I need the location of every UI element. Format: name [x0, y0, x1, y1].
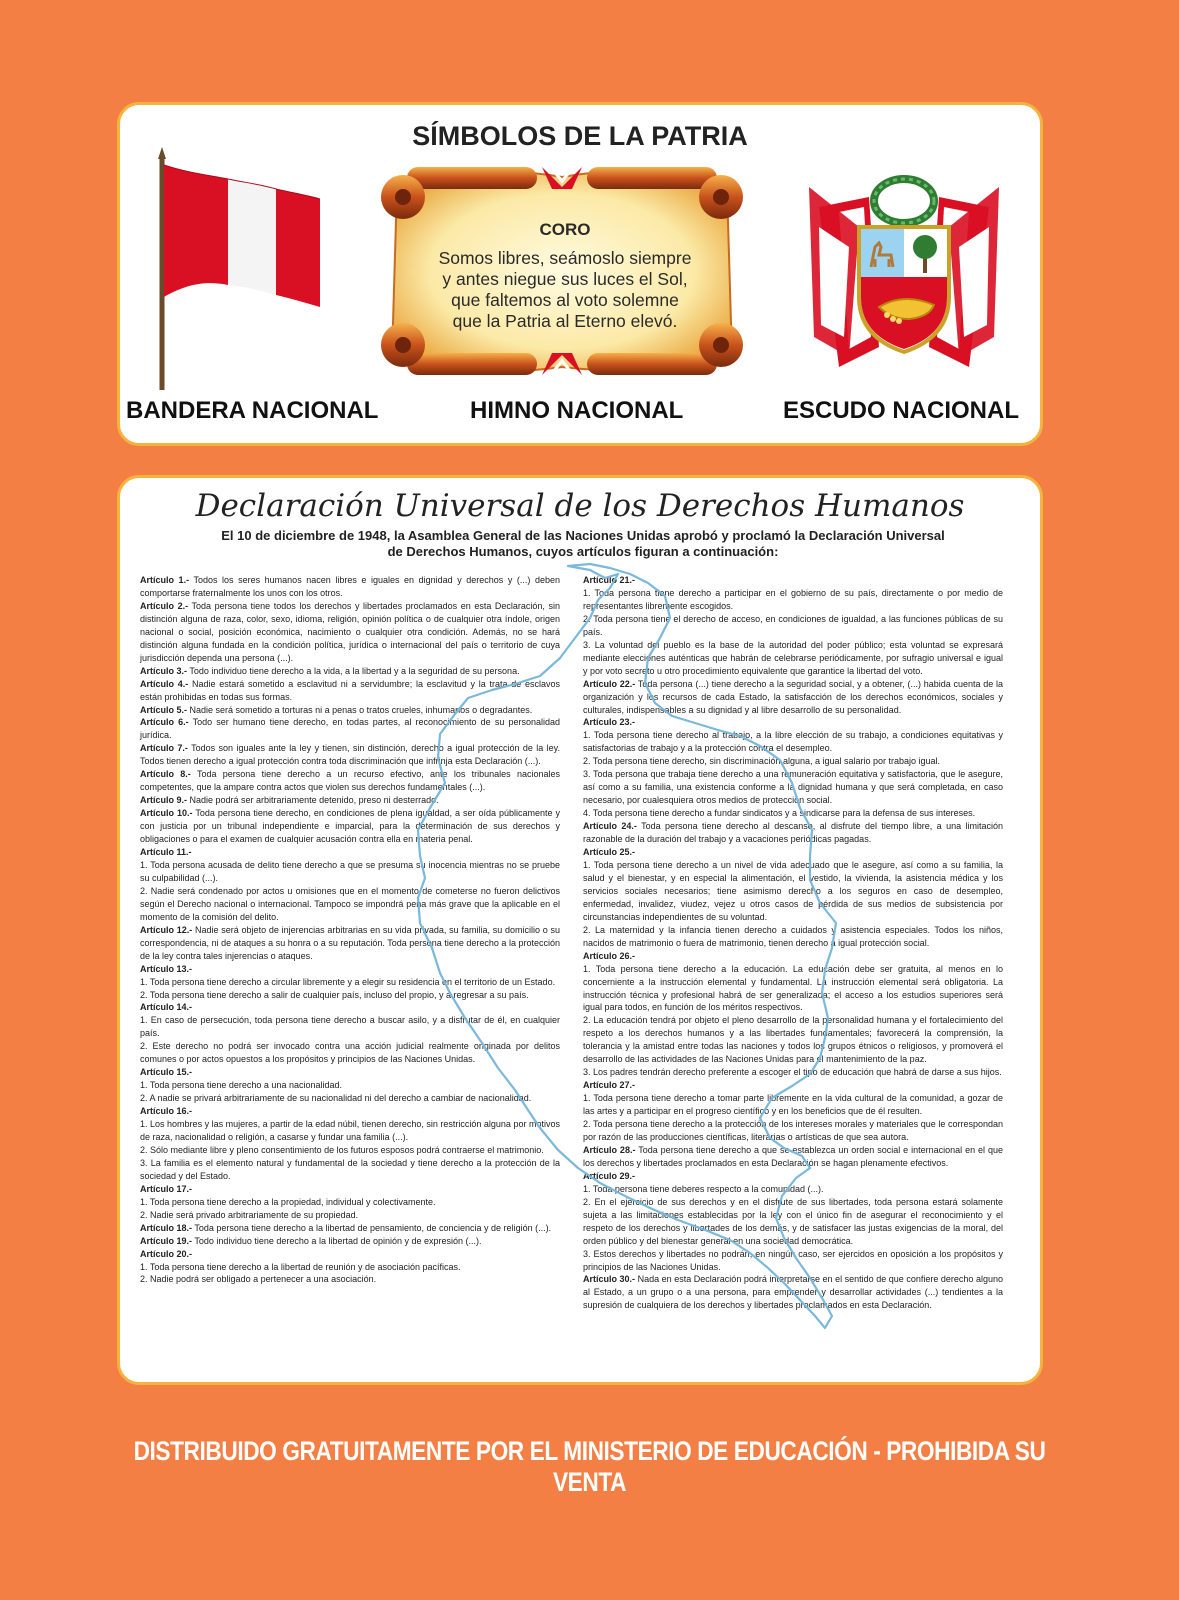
chorus-title: CORO: [539, 220, 591, 239]
article-text: Toda persona tiene derecho a que se establezca un orden social e internacional en el que los derechos y libertades proclamados en esta Declaración se hagan plenamente efectivos.: [583, 1144, 1003, 1168]
chorus-line: Somos libres, seámoslo siempre: [438, 248, 692, 268]
article-text: Todo individuo tiene derecho a la libertad de opinión y de expresión (...).: [192, 1235, 482, 1246]
article-paragraph: [140, 1183, 560, 1196]
article-text: 2. Este derecho no podrá ser invocado contra una acción judicial realmente originada por delitos comunes o por actos opuestos a los propósitos y principios de las Naciones Unidas.: [140, 1041, 560, 1065]
article-paragraph: [140, 963, 560, 976]
article-paragraph: [583, 1144, 1003, 1170]
article-text: Toda persona tiene derecho al descanso, al disfrute del tiempo libre, a una limitación razonable de la duración del trabajo y a vacaciones periódicas pagadas.: [583, 821, 1003, 845]
article-text: 2. Toda persona tiene el derecho de acceso, en condiciones de igualdad, a las funciones públicas de su país.: [583, 613, 1003, 637]
article-heading: Artículo 7.-: [140, 743, 188, 754]
article-text: 1. Toda persona acusada de delito tiene derecho a que se presuma su inocencia mientras no se pruebe su culpabilidad (...).: [140, 859, 560, 883]
article-heading: Artículo 13.-: [140, 963, 193, 974]
article-paragraph: [583, 1014, 1003, 1066]
article-text: 3. La familia es el elemento natural y fundamental de la sociedad y tiene derecho a la protección de la sociedad y del Estado.: [140, 1157, 560, 1181]
article-text: 1. Toda persona tiene derecho a la propiedad, individual y colectivamente.: [140, 1196, 436, 1207]
article-paragraph: [583, 574, 1003, 587]
peru-flag-icon: [148, 145, 328, 395]
article-text: 1. Toda persona tiene derecho a la educación. La educación debe ser gratuita, al menos en lo concerniente a la instrucción elemental y fundamental. La instrucción elemental será obligatoria. La instrucción técnica y profesional habrá de ser generalizada; el acceso a los estudios superiores será igual para todos, en función de los méritos respectivos.: [583, 963, 1003, 1013]
anthem-chorus: [415, 220, 715, 332]
articles-left-column: [140, 574, 560, 1286]
chorus-line: que faltemos al voto solemne: [451, 290, 679, 310]
article-heading: Artículo 28.-: [583, 1144, 636, 1155]
article-heading: Artículo 19.-: [140, 1235, 193, 1246]
article-heading: Artículo 4.-: [140, 678, 189, 689]
article-text: 1. Toda persona tiene derecho a participar en el gobierno de su país, directamente o por medio de representantes libremente escogidos.: [583, 587, 1003, 611]
article-paragraph: [583, 1170, 1003, 1183]
article-text: 1. Toda persona tiene derecho al trabajo, a la libre elección de su trabajo, a condiciones equitativas y satisfactorias de trabajo y a la protección contra el desempleo.: [583, 730, 1003, 754]
article-heading: Artículo 11.-: [140, 847, 192, 858]
article-text: Nadie estará sometido a esclavitud ni a servidumbre; la esclavitud y la trata de esclavos están prohibidas en todas sus formas.: [140, 678, 560, 702]
article-text: 2. La educación tendrá por objeto el pleno desarrollo de la personalidad humana y el fortalecimiento del respeto a los derechos humanos y a las libertades fundamentales; favorecerá la comprensión, la tolerancia y la amistad entre todas las naciones y todos los grupos étnicos o religiosos, y promoverá el desarrollo de las actividades de las Naciones Unidas para el mantenimiento de la paz.: [583, 1015, 1003, 1065]
article-paragraph: [140, 989, 560, 1002]
article-paragraph: [583, 678, 1003, 717]
escudo-label: ESCUDO NACIONAL: [783, 397, 1020, 424]
article-heading: Artículo 2.-: [140, 600, 189, 611]
article-heading: Artículo 14.-: [140, 1002, 193, 1013]
article-paragraph: [140, 1118, 560, 1144]
intro-line: El 10 de diciembre de 1948, la Asamblea General de las Naciones Unidas aprobó y proclamó la Declaración Universal: [221, 528, 945, 543]
article-text: 2. Toda persona tiene derecho a la protección de los intereses morales y materiales que le correspondan por razón de las producciones científicas, literarias o artísticas de que sea autora.: [583, 1119, 1003, 1142]
article-text: 2. Toda persona tiene derecho a salir de cualquier país, incluso del propio, y a regresar a su país.: [140, 989, 529, 1000]
intro-line: de Derechos Humanos, cuyos artículos figuran a continuación:: [387, 544, 779, 559]
coat-of-arms-icon: [809, 167, 999, 377]
article-text: Toda persona (...) tiene derecho a la seguridad social, y a obtener, (...) habida cuenta de la organización y los recursos de cada Estado, la satisfacción de los derechos económicos, sociales y culturales, indispensables a su dignidad y al libre desarrollo de su personalidad.: [583, 678, 1003, 715]
article-paragraph: [140, 665, 560, 678]
article-paragraph: [140, 1248, 560, 1261]
article-paragraph: [140, 924, 560, 963]
article-text: 2. Sólo mediante libre y pleno consentimiento de los futuros esposos podrá contraerse el matrimonio.: [140, 1144, 544, 1155]
article-paragraph: [140, 794, 560, 807]
article-paragraph: [583, 716, 1003, 729]
article-paragraph: [583, 1196, 1003, 1248]
article-paragraph: [140, 1144, 560, 1157]
article-heading: Artículo 17.-: [140, 1183, 193, 1194]
article-text: Nadie podrá ser arbitrariamente detenido, preso ni desterrado.: [187, 795, 439, 806]
article-paragraph: [583, 729, 1003, 755]
article-paragraph: [140, 678, 560, 704]
article-text: Toda persona tiene derecho, en condiciones de plena igualdad, a ser oída públicamente y con justicia por un tribunal independiente e imparcial, para la determinación de sus derechos y obligaciones o para el examen de cualquier acusación contra ella en materia penal.: [140, 808, 561, 845]
article-text: 1. En caso de persecución, toda persona tiene derecho a buscar asilo, y a disfrutar de él, en cualquier país.: [140, 1015, 560, 1039]
article-text: 4. Toda persona tiene derecho a fundar sindicatos y a sindicarse para la defensa de sus intereses.: [583, 808, 976, 819]
declaration-intro: [160, 528, 1006, 560]
himno-label: HIMNO NACIONAL: [470, 397, 684, 424]
article-paragraph: [583, 1092, 1003, 1118]
article-text: 1. Toda persona tiene derecho a la libertad de reunión y de asociación pacíficas.: [140, 1261, 461, 1272]
article-paragraph: [583, 820, 1003, 846]
symbols-title: SÍMBOLOS DE LA PATRIA: [412, 121, 748, 151]
article-heading: Artículo 29.-: [583, 1170, 636, 1181]
article-paragraph: [140, 704, 560, 717]
article-paragraph: [583, 950, 1003, 963]
article-paragraph: [583, 1079, 1003, 1092]
article-heading: Artículo 3.-: [140, 665, 188, 676]
article-text: 2. Nadie será condenado por actos u omisiones que en el momento de cometerse no fueron delictivos según el Derecho nacional o internacional. Tampoco se impondrá pena más grave que la aplicable en el momento de la comisión del delito.: [140, 885, 560, 922]
article-paragraph: [140, 1092, 560, 1105]
article-heading: Artículo 21.-: [583, 575, 636, 585]
article-paragraph: [140, 1105, 560, 1118]
article-heading: Artículo 23.-: [583, 717, 636, 728]
article-paragraph: [583, 846, 1003, 859]
declaration-title: Declaración Universal de los Derechos Humanos: [195, 488, 965, 524]
article-text: Nadie será sometido a torturas ni a penas o tratos crueles, inhumanos o degradantes.: [187, 704, 533, 715]
article-text: 3. Estos derechos y libertades no podrán, en ningún caso, ser ejercidos en oposición a los propósitos y principios de las Naciones Unidas.: [583, 1248, 1003, 1272]
article-paragraph: [583, 924, 1003, 950]
article-text: 2. Nadie podrá ser obligado a pertenecer a una asociación.: [140, 1274, 377, 1285]
article-paragraph: [583, 1248, 1003, 1274]
article-paragraph: [583, 963, 1003, 1015]
article-paragraph: [583, 1183, 1003, 1196]
article-text: 1. Toda persona tiene derecho a una nacionalidad.: [140, 1080, 342, 1091]
article-heading: Artículo 30.-: [583, 1274, 636, 1285]
article-paragraph: [140, 574, 560, 600]
article-heading: Artículo 10.-: [140, 808, 193, 819]
article-heading: Artículo 9.-: [140, 795, 188, 806]
article-paragraph: [140, 1079, 560, 1092]
chorus-line: que la Patria al Eterno elevó.: [452, 311, 678, 331]
chorus-line: y antes niegue sus luces el Sol,: [442, 269, 688, 289]
article-text: 1. Los hombres y las mujeres, a partir de la edad núbil, tienen derecho, sin restricción alguna por motivos de raza, nacionalidad o religión, a casarse y fundar una familia (...).: [140, 1119, 560, 1142]
article-paragraph: [140, 846, 560, 859]
article-paragraph: [583, 587, 1003, 613]
article-paragraph: [140, 1196, 560, 1209]
article-paragraph: [140, 600, 560, 665]
article-paragraph: [583, 768, 1003, 807]
article-paragraph: [140, 1157, 560, 1183]
article-paragraph: [140, 1261, 560, 1274]
article-paragraph: [140, 885, 560, 924]
article-paragraph: [583, 859, 1003, 924]
article-heading: Artículo 24.-: [583, 821, 637, 832]
article-heading: Artículo 27.-: [583, 1080, 636, 1091]
article-paragraph: [140, 1209, 560, 1222]
footer-notice: DISTRIBUIDO GRATUITAMENTE POR EL MINISTERIO DE EDUCACIÓN - PROHIBIDA SU VENTA: [133, 1436, 1046, 1497]
article-paragraph: [583, 1066, 1003, 1079]
article-text: 2. Nadie será privado arbitrariamente de su propiedad.: [140, 1209, 359, 1220]
article-paragraph: [140, 768, 560, 794]
article-heading: Artículo 5.-: [140, 704, 188, 715]
article-paragraph: [583, 639, 1003, 678]
article-text: Nadie será objeto de injerencias arbitrarias en su vida privada, su familia, su domicilio o su correspondencia, ni de ataques a su honra o a su reputación. Toda persona tiene derecho a la protección de la ley contra tales injerencias o ataques.: [140, 924, 560, 961]
article-heading: Artículo 8.-: [140, 769, 191, 780]
article-text: 2. La maternidad y la infancia tienen derecho a cuidados y asistencia especiales. Todos los niños, nacidos de matrimonio o fuera de matrimonio, tienen derecho a igual protección social.: [583, 924, 1003, 948]
article-paragraph: [140, 1014, 560, 1040]
article-paragraph: [140, 1040, 560, 1066]
symbols-panel: [117, 102, 1043, 446]
article-paragraph: [140, 1222, 560, 1235]
article-text: Toda persona tiene todos los derechos y libertades proclamados en esta Declaración, sin distinción alguna de raza, color, sexo, idioma, religión, opinión política o de cualquier otra índole, origen nacional o social, posición económica, nacimiento o cualquier otra condición. Además, no se hará distinción alguna fundada en la condición política, jurídica o internacional del país o territorio de cuya jurisdicción dependa una persona (...).: [140, 600, 560, 663]
article-text: Toda persona tiene derecho a la libertad de pensamiento, de conciencia y de religión (...).: [192, 1222, 552, 1233]
article-text: 2. Toda persona tiene derecho, sin discriminación alguna, a igual salario por trabajo igual.: [583, 756, 941, 767]
article-heading: Artículo 25.-: [583, 847, 636, 858]
article-heading: Artículo 1.-: [140, 575, 190, 585]
article-text: 1. Toda persona tiene derecho a circular libremente y a elegir su residencia en el territorio de un Estado.: [140, 976, 556, 987]
article-text: 3. Toda persona que trabaja tiene derecho a una remuneración equitativa y satisfactoria, que le asegure, así como a su familia, una existencia conforme a la dignidad humana y que será completada, en caso necesario, por cualesquiera otros medios de protección social.: [583, 769, 1003, 806]
article-paragraph: [583, 1118, 1003, 1144]
bandera-label: BANDERA NACIONAL: [126, 397, 379, 424]
article-text: Todo individuo tiene derecho a la vida, a la libertad y a la seguridad de su persona.: [187, 665, 520, 676]
article-text: 3. Los padres tendrán derecho preferente a escoger el tipo de educación que habrá de darse a sus hijos.: [583, 1067, 1002, 1078]
article-paragraph: [583, 613, 1003, 639]
article-text: 3. La voluntad del pueblo es la base de la autoridad del poder público; esta voluntad se expresará mediante elecciones auténticas que habrán de celebrarse periódicamente, por sufragio universal e igual y por voto secreto u otro procedimiento equivalente que garantice la libertad del voto.: [583, 639, 1003, 676]
article-paragraph: [140, 716, 560, 742]
articles-right-column: [583, 574, 1003, 1312]
article-heading: Artículo 22.-: [583, 678, 636, 689]
article-heading: Artículo 18.-: [140, 1222, 193, 1233]
article-text: 2. A nadie se privará arbitrariamente de su nacionalidad ni del derecho a cambiar de nacionalidad.: [140, 1093, 532, 1104]
article-heading: Artículo 26.-: [583, 950, 636, 961]
article-heading: Artículo 6.-: [140, 717, 189, 728]
article-text: 1. Toda persona tiene deberes respecto a la comunidad (...).: [583, 1183, 824, 1194]
article-heading: Artículo 20.-: [140, 1248, 193, 1259]
article-paragraph: [583, 807, 1003, 820]
article-paragraph: [583, 1273, 1003, 1312]
article-text: 1. Toda persona tiene derecho a un nivel de vida adecuado que le asegure, así como a su familia, la salud y el bienestar, y en especial la alimentación, el vestido, la vivienda, la asistencia médica y los servicios sociales necesarios; tiene asimismo derecho a los seguros en caso de desempleo, enfermedad, invalidez, viudez, vejez u otros casos de pérdida de sus medios de subsistencia por circunstancias independientes de su voluntad.: [583, 859, 1003, 922]
article-text: Todo ser humano tiene derecho, en todas partes, al reconocimiento de su personalidad jurídica.: [140, 717, 561, 741]
article-paragraph: [583, 755, 1003, 768]
article-heading: Artículo 12.-: [140, 924, 193, 935]
article-paragraph: [140, 859, 560, 885]
article-text: 2. En el ejercicio de sus derechos y en el disfrute de sus libertades, toda persona estará solamente sujeta a las limitaciones establecidas por la ley con el único fin de asegurar el reconocimiento y el respeto de los derechos y libertades de los demás, y de satisfacer las justas exigencias de la moral, del orden público y del bienestar general en una sociedad democrática.: [583, 1196, 1003, 1246]
article-paragraph: [140, 1001, 560, 1014]
declaration-panel: [117, 475, 1043, 1385]
article-text: Toda persona tiene derecho a un recurso efectivo, ante los tribunales nacionales competentes, que la ampare contra actos que violen sus derechos fundamentales (...).: [140, 769, 560, 793]
article-heading: Artículo 15.-: [140, 1067, 193, 1078]
article-text: Todos son iguales ante la ley y tienen, sin distinción, derecho a igual protección de la ley. Todos tienen derecho a igual protección contra toda discriminación que infrinja esta Declaración (...).: [140, 743, 560, 767]
article-paragraph: [140, 742, 560, 768]
article-text: Todos los seres humanos nacen libres e iguales en dignidad y derechos y (...) deben comportarse fraternalmente los unos con los otros.: [140, 575, 560, 598]
article-paragraph: [140, 976, 560, 989]
article-heading: Artículo 16.-: [140, 1106, 193, 1117]
article-text: Nada en esta Declaración podrá interpretarse en el sentido de que confiere derecho alguno al Estado, a un grupo o a una persona, para emprender y desarrollar actividades (...) tendientes a la supresión de cualquiera de los derechos y libertades proclamados en esta Declaración.: [583, 1274, 1003, 1311]
article-paragraph: [140, 1273, 560, 1286]
article-paragraph: [140, 1235, 560, 1248]
article-paragraph: [140, 807, 560, 846]
article-paragraph: [140, 1066, 560, 1079]
article-text: 1. Toda persona tiene derecho a tomar parte libremente en la vida cultural de la comunidad, a gozar de las artes y a participar en el progreso científico y en los beneficios que de él resulten.: [583, 1093, 1003, 1117]
